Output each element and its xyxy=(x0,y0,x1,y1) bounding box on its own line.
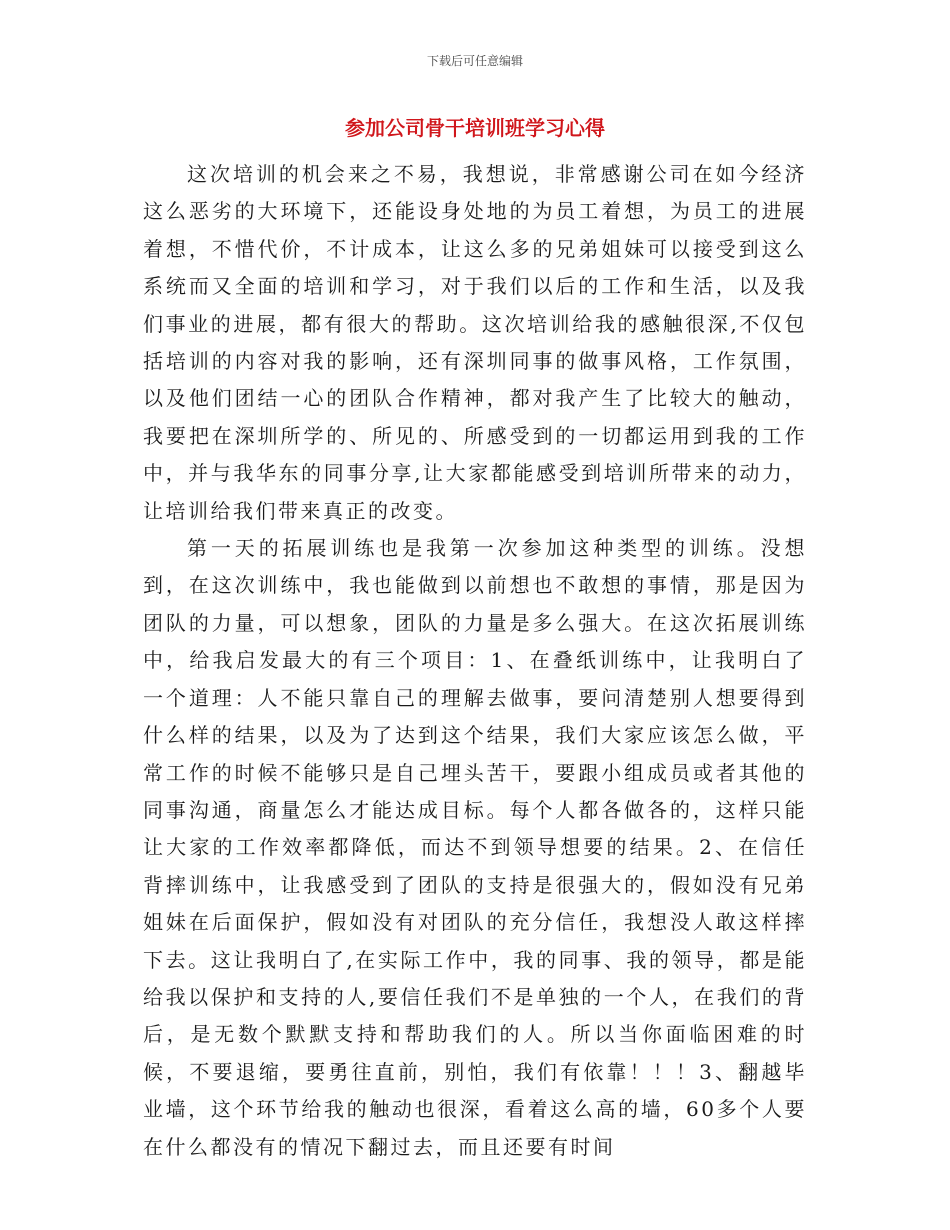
document-body xyxy=(143,156,807,1166)
paragraph-1: 这次培训的机会来之不易，我想说，非常感谢公司在如今经济这么恶劣的大环境下，还能设身处地的为员工着想，为员工的进展着想，不惜代价，不计成本，让这么多的兄弟姐妹可以接受到这么系统而又全面的培训和学习，对于我们以后的工作和生活，以及我们事业的进展，都有很大的帮助。这次培训给我的感触很深,不仅包括培训的内容对我的影响，还有深圳同事的做事风格，工作氛围，以及他们团结一心的团队合作精神，都对我产生了比较大的触动，我要把在深圳所学的、所见的、所感受到的一切都运用到我的工作中，并与我华东的同事分享,让大家都能感受到培训所带来的动力，让培训给我们带来真正的改变。 xyxy=(143,162,807,523)
page-header-note: 下载后可任意编辑 xyxy=(426,54,523,68)
document-title: 参加公司骨干培训班学习心得 xyxy=(345,116,605,140)
paragraph-2: 第一天的拓展训练也是我第一次参加这种类型的训练。没想到，在这次训练中，我也能做到以前想也不敢想的事情，那是因为团队的力量，可以想象，团队的力量是多么强大。在这次拓展训练中，给我启发最大的有三个项目：1、在叠纸训练中，让我明白了一个道理：人不能只靠自己的理解去做事，要问清楚别人想要得到什么样的结果，以及为了达到这个结果，我们大家应该怎么做，平常工作的时候不能够只是自己埋头苦干，要跟小组成员或者其他的同事沟通，商量怎么才能达成目标。每个人都各做各的，这样只能让大家的工作效率都降低，而达不到领导想要的结果。2、在信任背摔训练中，让我感受到了团队的支持是很强大的，假如没有兄弟姐妹在后面保护，假如没有对团队的充分信任，我想没人敢这样摔下去。这让我明白了,在实际工作中，我的同事、我的领导，都是能给我以保护和支持的人,要信任我们不是单独的一个人，在我们的背后，是无数个默默支持和帮助我们的人。所以当你面临困难的时候，不要退缩，要勇往直前，别怕，我们有依靠！！！3、翻越毕业墙，这个环节给我的触动也很深，看着这么高的墙，60多个人要在什么都没有的情况下翻过去，而且还要有时间 xyxy=(143,536,807,1159)
